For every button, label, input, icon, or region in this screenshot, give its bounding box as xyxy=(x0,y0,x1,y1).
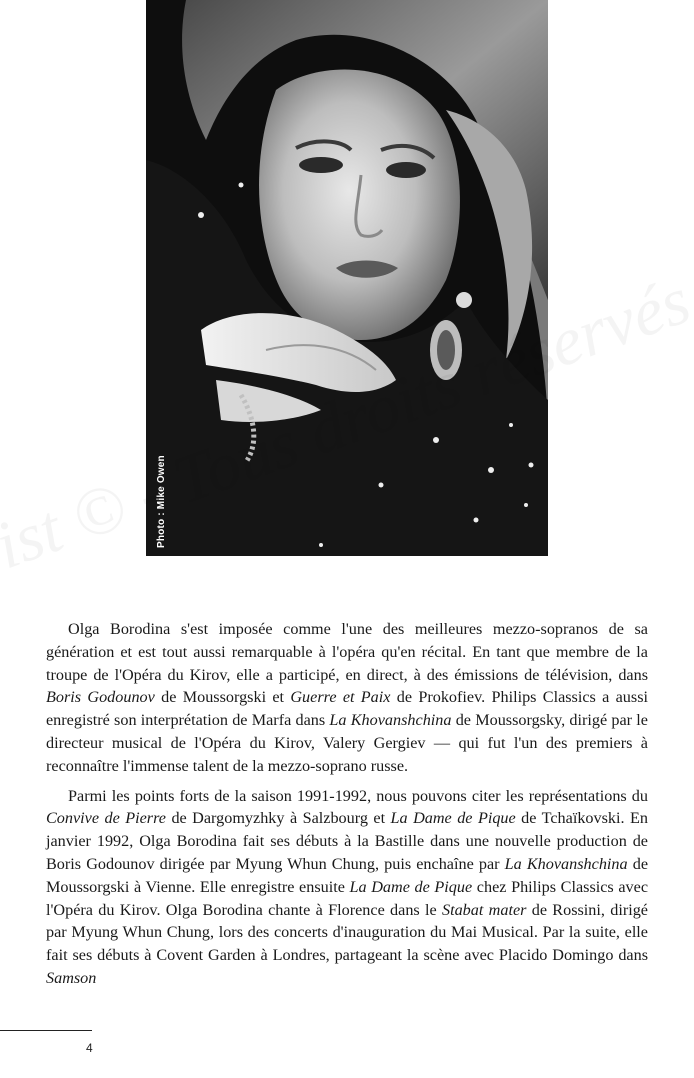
article-body xyxy=(46,618,648,990)
portrait-image xyxy=(146,0,548,556)
photo-credit: Photo : Mike Owen xyxy=(156,455,167,548)
portrait-photo xyxy=(146,0,548,556)
footer-rule xyxy=(0,1030,92,1031)
paragraph-1: Olga Borodina s'est imposée comme l'une des meilleures mezzo-sopranos de sa génération et est tout aussi remarquable à l'opéra qu'en récital. En tant que membre de la troupe de l'Opéra du Kirov, elle a participé, en direct, à des émissions de télévision, dans Boris Godounov de Moussorgski et Guerre et Paix de Prokofiev. Philips Classics a aussi enregistré son interprétation de Marfa dans La Khovanshchina de Moussorgsky, dirigé par le directeur musical de l'Opéra du Kirov, Valery Gergiev — qui fut l'un des premiers à reconnaître l'immense talent de la mezzo-soprano russe. xyxy=(46,620,649,775)
paragraph-2: Parmi les points forts de la saison 1991-1992, nous pouvons citer les représentations du Convive de Pierre de Dargomyzhky à Salzbourg et La Dame de Pique de Tchaïkovski. En janvier 1992, Olga Borodina fait ses débuts à la Bastille dans une nouvelle production de Boris Godounov dirigée par Myung Whun Chung, puis enchaîne par La Khovanshchina de Moussorgski à Vienne. Elle enregistre ensuite La Dame de Pique chez Philips Classics avec l'Opéra du Kirov. Olga Borodina chante à Florence dans le Stabat mater de Rossini, dirigé par Myung Whun Chung, lors des concerts d'inauguration du Mai Musical. Par la suite, elle fait ses débuts à Covent Garden à Londres, partageant la scène avec Placido Domingo dans Samson xyxy=(46,786,649,987)
page-number: 4 xyxy=(86,1041,93,1055)
